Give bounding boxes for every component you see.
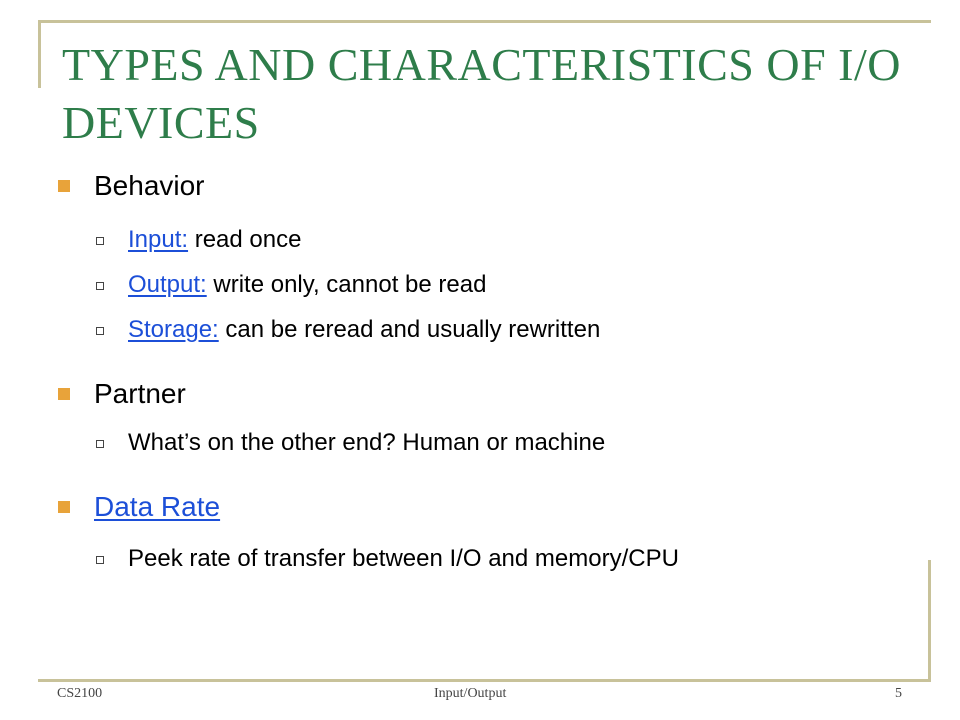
list-item-storage <box>96 316 600 344</box>
bullet-square-icon <box>58 388 70 400</box>
list-item-text: can be reread and usually rewritten <box>218 316 601 343</box>
storage-link[interactable]: Storage: <box>128 316 219 343</box>
list-item-input <box>96 226 301 254</box>
list-item-data-rate <box>96 545 679 573</box>
list-item-text: What’s on the other end? Human or machine <box>128 429 606 456</box>
list-item-partner <box>96 429 605 457</box>
section-partner <box>58 378 186 410</box>
output-link[interactable]: Output: <box>128 271 207 298</box>
slide-title: TYPES AND CHARACTERISTICS OF I/O DEVICES <box>62 39 901 148</box>
data-rate-link[interactable]: Data Rate <box>94 491 221 522</box>
list-item-text: Peek rate of transfer between I/O and memory/CPU <box>128 545 679 572</box>
hollow-square-bullet-icon <box>96 556 104 564</box>
frame-bottom-line <box>38 679 931 682</box>
section-heading: Partner <box>94 378 186 409</box>
hollow-square-bullet-icon <box>96 237 104 245</box>
footer-course: CS2100 <box>57 686 103 701</box>
list-item-output <box>96 271 486 299</box>
bullet-square-icon <box>58 180 70 192</box>
hollow-square-bullet-icon <box>96 440 104 448</box>
section-data-rate <box>58 491 220 523</box>
frame-left-line <box>38 20 41 88</box>
list-item-text: write only, cannot be read <box>206 271 487 298</box>
list-item-text: read once <box>188 226 302 253</box>
frame-top-line <box>38 20 931 23</box>
hollow-square-bullet-icon <box>96 327 104 335</box>
hollow-square-bullet-icon <box>96 282 104 290</box>
footer-topic: Input/Output <box>434 686 507 701</box>
section-behavior <box>58 170 205 202</box>
frame-right-line <box>928 560 931 682</box>
input-link[interactable]: Input: <box>128 226 189 253</box>
bullet-square-icon <box>58 501 70 513</box>
footer-page-number: 5 <box>895 686 902 701</box>
section-heading: Behavior <box>94 170 205 201</box>
